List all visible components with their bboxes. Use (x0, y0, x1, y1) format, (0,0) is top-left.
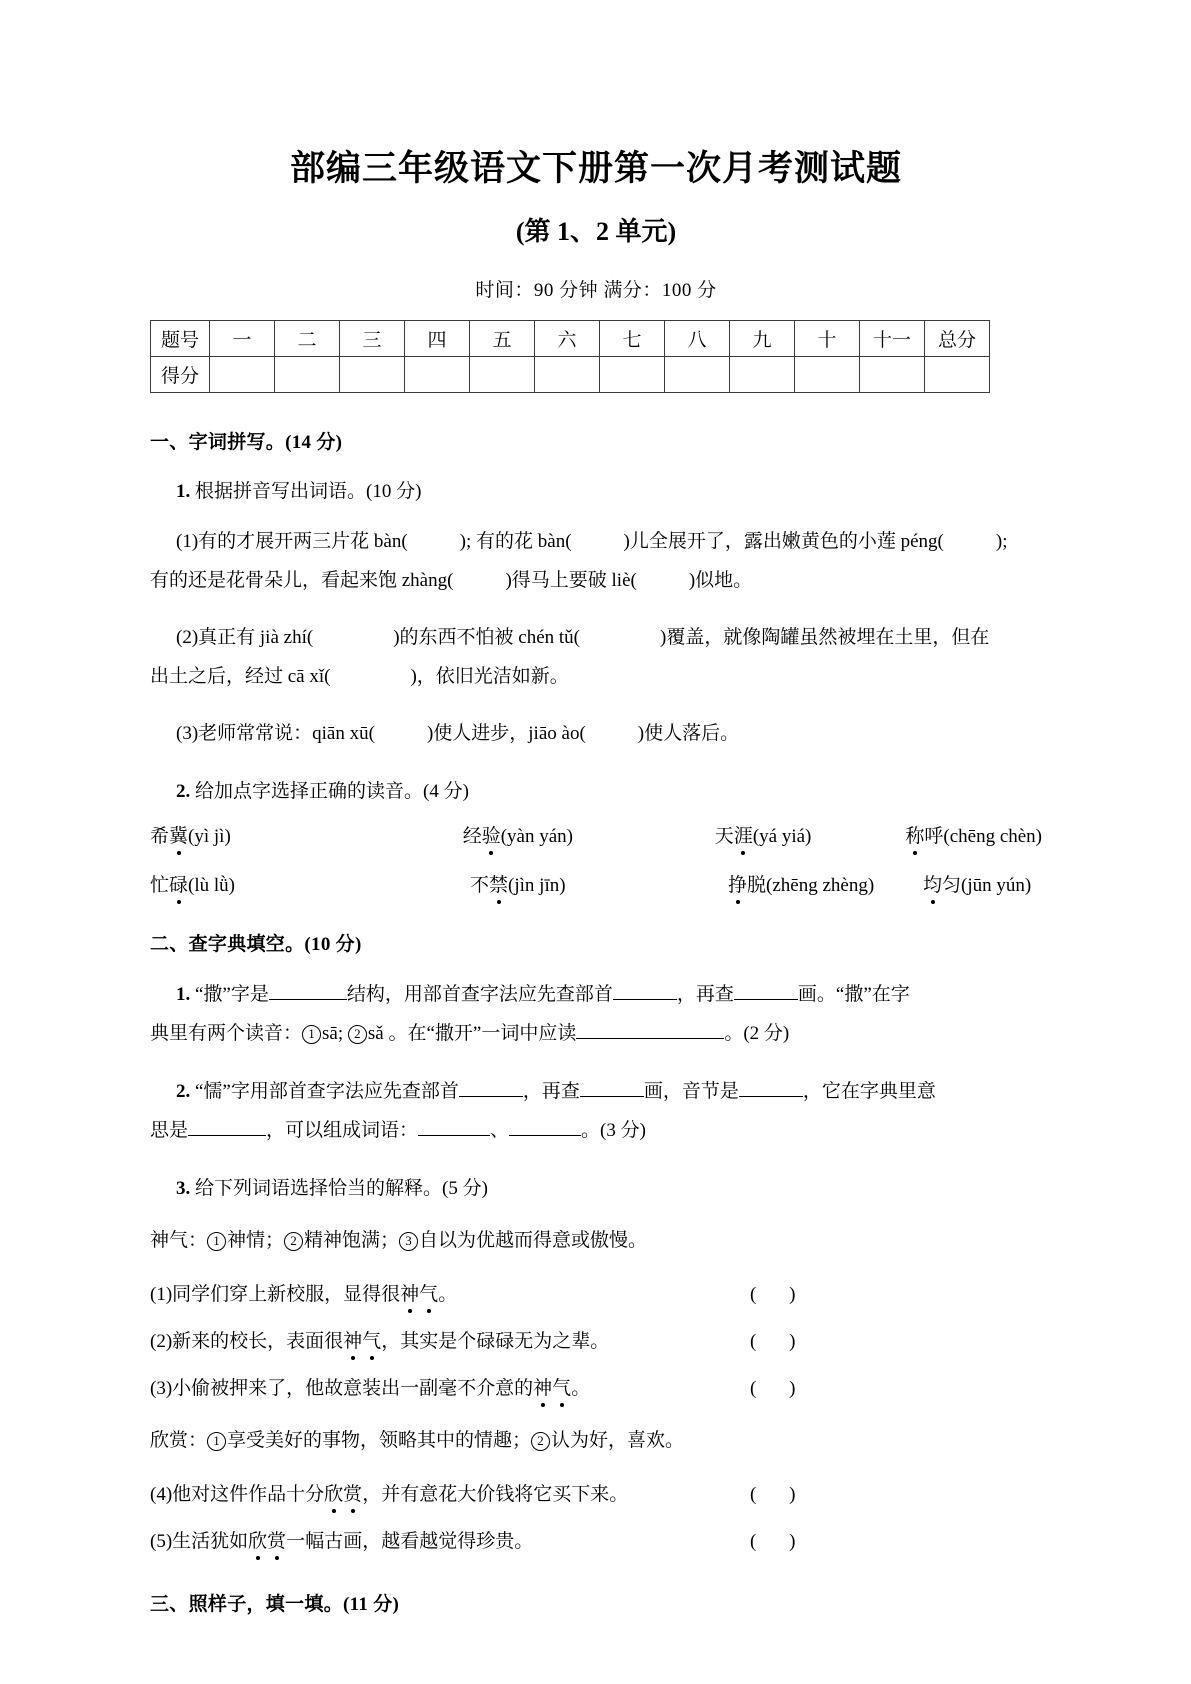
text-run: )，依旧光洁如新。 (410, 666, 569, 688)
score-cell-1[interactable] (210, 357, 275, 393)
text-run: )儿全展开了，露出嫩黄色的小莲 péng( (623, 531, 944, 553)
score-cell-4[interactable] (405, 357, 470, 393)
text-run: ); 有的花 bàn( (459, 531, 572, 553)
text-run: (1)同学们穿上新校服，显得很 (150, 1283, 401, 1305)
q-text: 根据拼音写出词语。(10 分) (195, 481, 422, 503)
q-number: 1. (176, 481, 191, 503)
pinyin-item[interactable] (905, 821, 1042, 848)
text-run: ，再查 (676, 984, 734, 1006)
dotted-char: 气 (419, 1279, 438, 1306)
word-suffix: 呼 (924, 826, 944, 848)
option-circle-2[interactable]: 2 (348, 1025, 367, 1044)
q-text: 给下列词语选择恰当的解释。(5 分) (195, 1177, 488, 1199)
reading-choices: (yàn yán) (500, 826, 573, 848)
page-title: 部编三年级语文下册第一次月考测试题 (289, 149, 902, 188)
q-text: 给加点字选择正确的读音。(4 分) (195, 781, 469, 803)
reading-choices: (lù lǜ) (188, 875, 235, 897)
text-run: )似地。 (688, 570, 753, 592)
text-run: “撒”字是 (195, 984, 269, 1006)
dotted-char: 禁 (489, 870, 508, 897)
reading-choices: (yá yiá) (752, 826, 812, 848)
section-heading-2: 二、查字典填空。(10 分) (150, 934, 362, 956)
reading-choices: (yì jì) (188, 826, 231, 848)
question-1-2-head (150, 776, 1042, 803)
score-cell-6[interactable] (535, 357, 600, 393)
score-cell-9[interactable] (730, 357, 795, 393)
option-circle-2[interactable]: 2 (284, 1232, 303, 1251)
reading-choices: (chēng chèn) (943, 826, 1043, 848)
question-2-1-cont (150, 1015, 1042, 1052)
question-2-1 (150, 976, 1042, 1013)
dotted-char: 称 (905, 821, 924, 848)
pinyin-item[interactable] (463, 821, 715, 848)
col-6: 六 (535, 321, 600, 357)
col-10: 十 (795, 321, 860, 357)
dotted-char: 神 (343, 1326, 362, 1353)
pinyin-choice-row-2 (150, 870, 1042, 897)
text-run: (2)真正有 jià zhí( (176, 627, 314, 649)
explanation-item (150, 1479, 1042, 1506)
text-run: ); (995, 531, 1008, 553)
question-2-2-cont (150, 1112, 1042, 1149)
dotted-char: 均 (923, 870, 942, 897)
definition-text: 精神饱满； (304, 1229, 400, 1251)
answer-paren[interactable]: ( ) (750, 1377, 810, 1399)
definition-text: 神情； (227, 1229, 285, 1251)
question-2-3-head (150, 1173, 1042, 1200)
q-number: 3. (176, 1177, 191, 1199)
item-text (150, 1479, 750, 1506)
score-cell-total[interactable] (925, 357, 990, 393)
text-run: ，它在字典里意 (802, 1080, 936, 1102)
item-text (150, 1279, 750, 1306)
text-run: 。 (571, 1377, 591, 1399)
dotted-char: 碌 (169, 870, 188, 897)
exam-meta: 时间：90 分钟 满分：100 分 (475, 280, 717, 302)
text-run: 典里有两个读音： (150, 1023, 303, 1045)
answer-blank[interactable] (580, 1079, 644, 1097)
text-run: )使人进步，jiāo ào( (426, 723, 586, 745)
question-1-1-item-2-cont (150, 658, 1042, 695)
pinyin-item[interactable] (923, 870, 1031, 897)
item-text (150, 1373, 750, 1400)
reading-choices: (zhēng zhèng) (766, 875, 875, 897)
dotted-char: 欣 (324, 1479, 343, 1506)
explanation-item (150, 1373, 1042, 1400)
section-heading-3: 三、照样子，填一填。(11 分) (150, 1593, 400, 1615)
text-run: )得马上要破 liè( (505, 570, 637, 592)
text-run: 。 (438, 1283, 458, 1305)
text-run: sǎ 。在“撒开”一词中应读 (367, 1023, 577, 1045)
word-suffix: 脱 (747, 875, 767, 897)
text-run: “懦”字用部首查字法应先查部首 (195, 1080, 459, 1102)
answer-blank[interactable] (459, 1079, 523, 1097)
answer-blank[interactable] (418, 1118, 490, 1136)
text-run: (3)老师常常说：qiān xū( (176, 723, 375, 745)
score-cell-5[interactable] (470, 357, 535, 393)
text-run: 。(3 分) (581, 1119, 646, 1141)
text-run: (1)有的才展开两三片花 bàn( (176, 531, 408, 553)
definition-text: 享受美好的事物，领略其中的情趣； (227, 1429, 532, 1451)
dotted-char: 赏 (267, 1526, 286, 1553)
text-run: 画。“撒”在字 (797, 984, 910, 1006)
explanation-item (150, 1326, 1042, 1353)
answer-blank[interactable] (269, 982, 347, 1000)
page-subtitle: (第 1、2 单元) (515, 217, 677, 246)
answer-blank[interactable] (739, 1079, 803, 1097)
dotted-char: 欣 (248, 1526, 267, 1553)
reading-choices: (jūn yún) (961, 875, 1032, 897)
dotted-char: 涯 (734, 821, 753, 848)
text-run: 。(2 分) (724, 1023, 790, 1045)
definition-word: 欣赏： (150, 1429, 208, 1451)
question-1-1-item-3 (150, 715, 1042, 752)
score-cell-3[interactable] (340, 357, 405, 393)
dotted-char: 神 (400, 1279, 419, 1306)
word-prefix: 经 (462, 826, 482, 848)
question-1-1-item-1 (150, 523, 1042, 560)
col-total: 总分 (925, 321, 990, 357)
text-run: ，其实是个碌碌无为之辈。 (381, 1330, 610, 1352)
col-11: 十一 (860, 321, 925, 357)
definition-group-2 (150, 1422, 1042, 1459)
page-content (150, 0, 1042, 1616)
dotted-char: 验 (482, 821, 501, 848)
definition-group-1 (150, 1222, 1042, 1259)
score-cell-11[interactable] (860, 357, 925, 393)
col-9: 九 (730, 321, 795, 357)
question-1-1-head (150, 476, 1042, 503)
definition-text: 认为好，喜欢。 (551, 1429, 685, 1451)
dotted-char: 冀 (169, 821, 188, 848)
score-cell-10[interactable] (795, 357, 860, 393)
question-2-2 (150, 1073, 1042, 1110)
pinyin-item[interactable] (470, 870, 728, 897)
dotted-char: 气 (362, 1326, 381, 1353)
answer-paren[interactable]: ( ) (750, 1530, 810, 1552)
text-run: (3)小偷被押来了，他故意装出一副毫不介意的 (150, 1377, 534, 1399)
pinyin-item[interactable] (728, 870, 923, 897)
q-number: 1. (176, 984, 191, 1006)
dotted-char: 挣 (728, 870, 747, 897)
answer-paren[interactable]: ( ) (750, 1283, 810, 1305)
q-number: 2. (176, 781, 191, 803)
text-run: (5)生活犹如 (150, 1530, 249, 1552)
option-circle-1[interactable]: 1 (302, 1025, 321, 1044)
text-run: ，并有意花大价钱将它买下来。 (362, 1483, 629, 1505)
pinyin-item[interactable] (150, 870, 470, 897)
text-run: 、 (490, 1119, 510, 1141)
item-text (150, 1526, 750, 1553)
text-run: 画，音节是 (643, 1080, 739, 1102)
word-prefix: 希 (150, 826, 170, 848)
answer-blank[interactable] (509, 1118, 581, 1136)
col-5: 五 (470, 321, 535, 357)
text-run: (2)新来的校长，表面很 (150, 1330, 344, 1352)
answer-paren[interactable]: ( ) (750, 1483, 810, 1505)
answer-blank[interactable] (188, 1118, 266, 1136)
q-number: 2. (176, 1080, 191, 1102)
text-run: ，可以组成词语： (266, 1119, 419, 1141)
score-cell-2[interactable] (275, 357, 340, 393)
option-circle-1[interactable]: 1 (207, 1432, 226, 1451)
word-prefix: 天 (714, 826, 734, 848)
question-1-1-item-1-cont (150, 562, 1042, 599)
answer-blank[interactable] (576, 1021, 724, 1039)
word-suffix: 匀 (942, 875, 962, 897)
answer-blank[interactable] (613, 982, 677, 1000)
table-row-score (151, 357, 990, 393)
pinyin-item[interactable] (715, 821, 906, 848)
col-1: 一 (210, 321, 275, 357)
text-run: ，再查 (522, 1080, 580, 1102)
col-3: 三 (340, 321, 405, 357)
score-cell-8[interactable] (665, 357, 730, 393)
dotted-char: 神 (533, 1373, 552, 1400)
explanation-item (150, 1279, 1042, 1306)
section-heading-1: 一、字词拼写。(14 分) (150, 432, 343, 454)
explanation-item (150, 1526, 1042, 1553)
text-run: 结构，用部首查字法应先查部首 (346, 984, 613, 1006)
pinyin-item[interactable] (150, 821, 463, 848)
table-row-header (151, 321, 990, 357)
item-text (150, 1326, 750, 1353)
pinyin-choice-row-1 (150, 821, 1042, 848)
text-run: 出土之后，经过 cā xǐ( (150, 666, 331, 688)
col-8: 八 (665, 321, 730, 357)
text-run: 一幅古画，越看越觉得珍贵。 (286, 1530, 534, 1552)
answer-paren[interactable]: ( ) (750, 1330, 810, 1352)
option-circle-3[interactable]: 3 (399, 1232, 418, 1251)
text-run: (4)他对这件作品十分 (150, 1483, 325, 1505)
dotted-char: 气 (552, 1373, 571, 1400)
col-7: 七 (600, 321, 665, 357)
question-1-1-item-2 (150, 619, 1042, 656)
reading-choices: (jìn jīn) (508, 875, 566, 897)
option-circle-2[interactable]: 2 (531, 1432, 550, 1451)
word-prefix: 不 (470, 875, 490, 897)
text-run: 有的还是花骨朵儿，看起来饱 zhàng( (150, 570, 454, 592)
definition-word: 神气： (150, 1229, 208, 1251)
col-2: 二 (275, 321, 340, 357)
row-label-question-no: 题号 (151, 321, 210, 357)
text-run: )使人落后。 (637, 723, 740, 745)
definition-text: 自以为优越而得意或傲慢。 (419, 1229, 648, 1251)
answer-blank[interactable] (734, 982, 798, 1000)
option-circle-1[interactable]: 1 (207, 1232, 226, 1251)
dotted-char: 赏 (343, 1479, 362, 1506)
text-run: sā; (322, 1023, 344, 1045)
score-table (150, 320, 990, 393)
text-run: )的东西不怕被 chén tǔ( (393, 627, 580, 649)
word-prefix: 忙 (150, 875, 170, 897)
text-run: )覆盖，就像陶罐虽然被埋在土里，但在 (660, 627, 990, 649)
score-cell-7[interactable] (600, 357, 665, 393)
text-run: 思是 (150, 1119, 189, 1141)
col-4: 四 (405, 321, 470, 357)
row-label-score: 得分 (151, 357, 210, 393)
